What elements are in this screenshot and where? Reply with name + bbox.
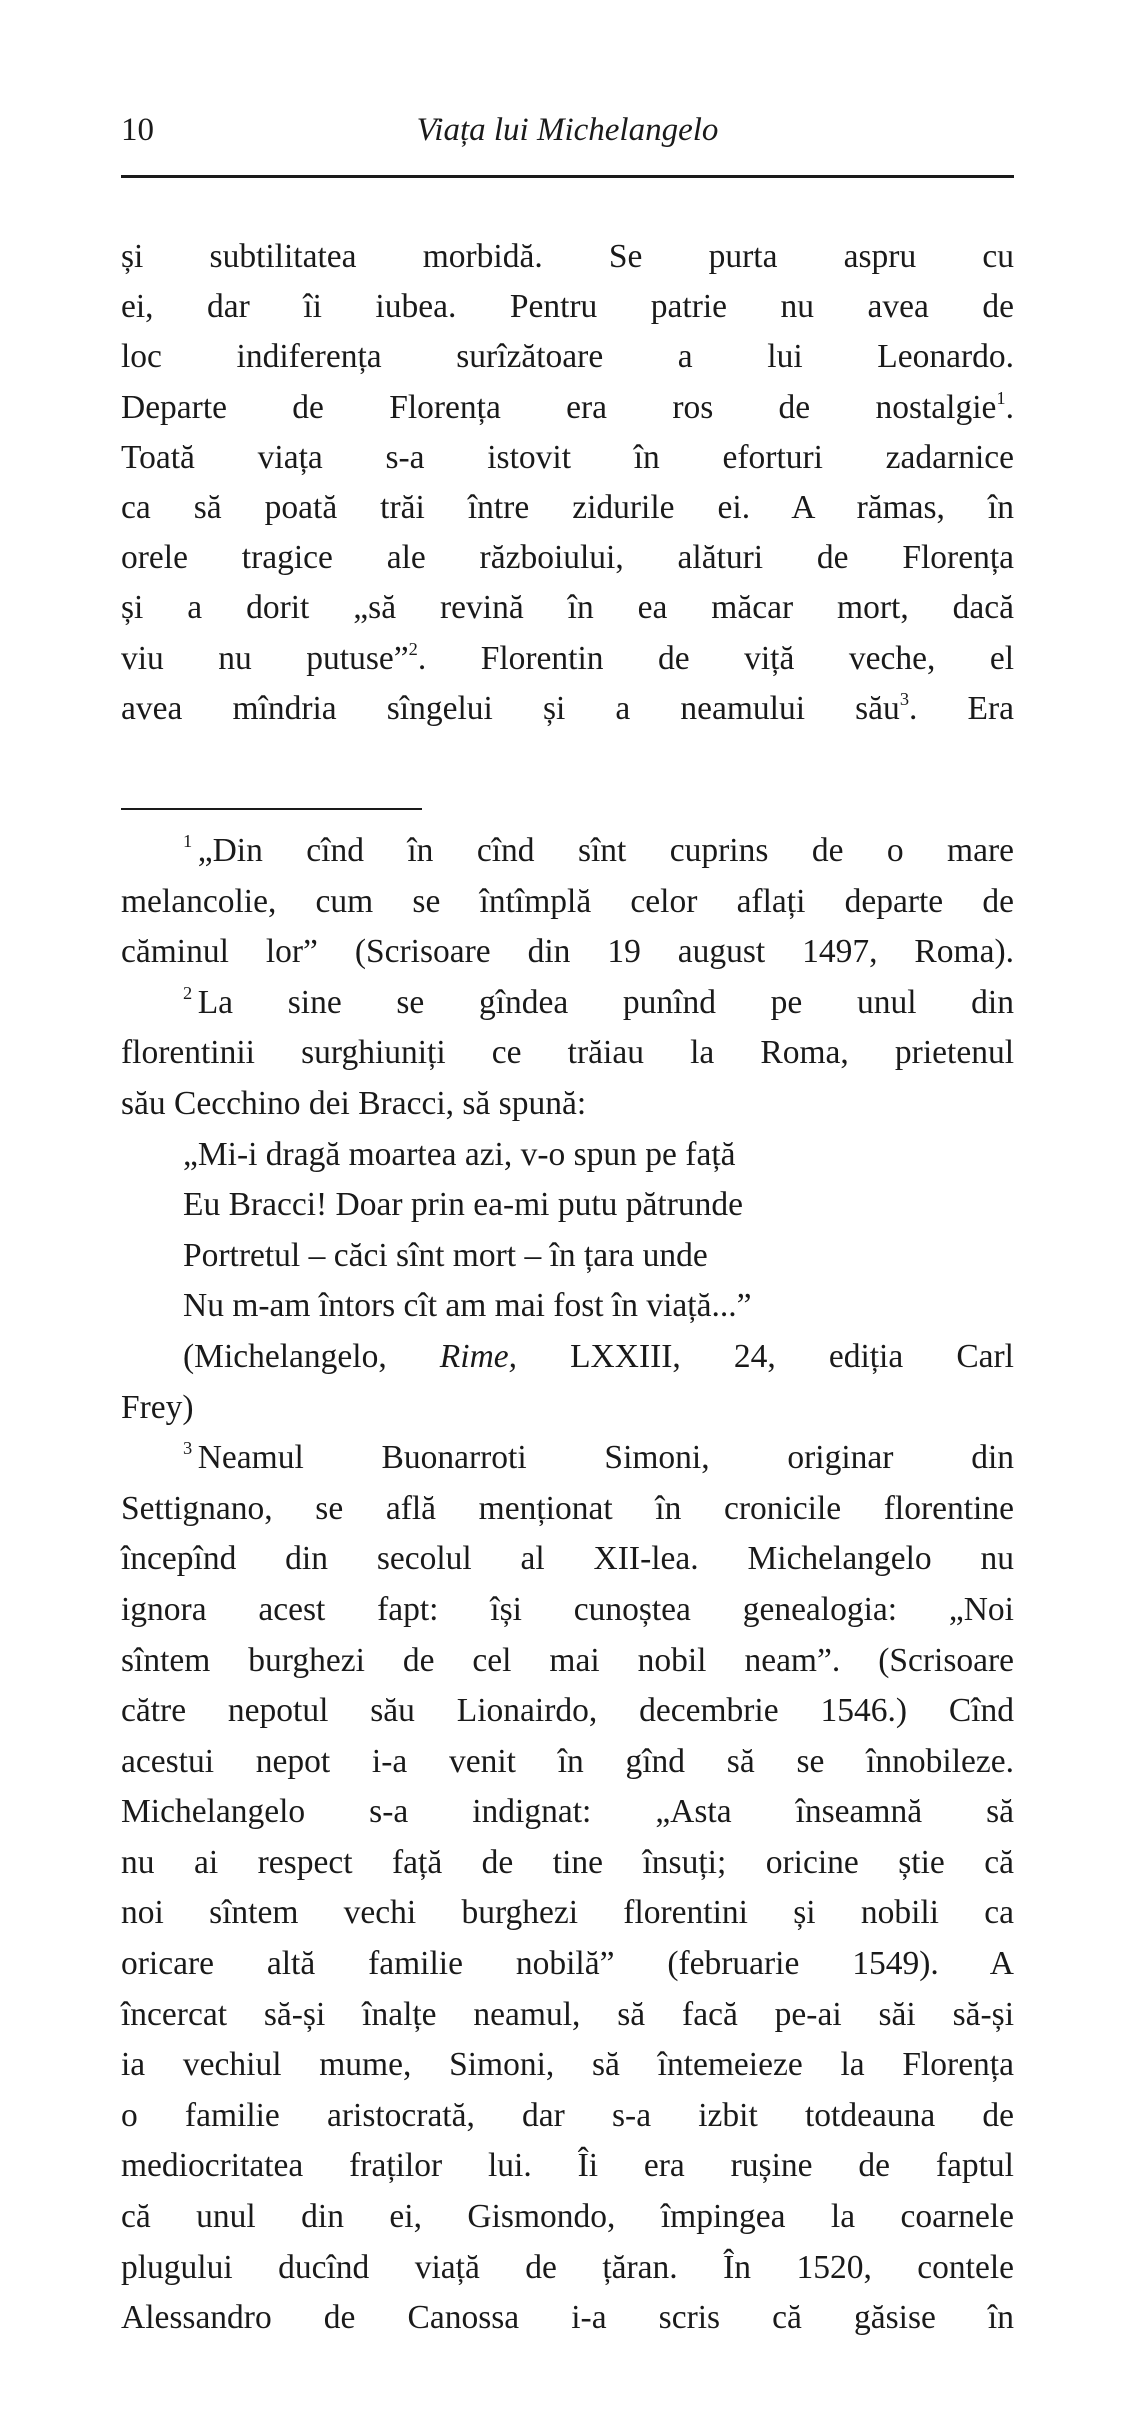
text-run: Portretul – căci sînt mort – în țara unde	[183, 1236, 708, 1274]
footnote-line	[121, 877, 1014, 928]
text-run: noi sîntem vechi burghezi florentini și nobili ca	[121, 1894, 1014, 1932]
footnote-line	[121, 1484, 1014, 1535]
text-run: și subtilitatea morbidă. Se purta aspru cu	[121, 238, 1014, 275]
text-run: florentinii surghiuniți ce trăiau la Roma, prietenul	[121, 1034, 1014, 1072]
text-run: „Mi-i dragă moartea azi, v-o spun pe față	[183, 1135, 736, 1173]
body-line	[121, 282, 1014, 332]
text-run: . Florentin de viță veche, el	[417, 639, 1014, 677]
text-run: căminul lor” (Scrisoare din 19 august 1497, Roma).	[121, 933, 1014, 971]
text-run: Nu m-am întors cît am mai fost în viață...”	[183, 1287, 752, 1325]
footnote-reference: 2	[408, 638, 418, 659]
body-line	[121, 533, 1014, 583]
text-run: melancolie, cum se întîmplă celor aflați departe de	[121, 882, 1014, 920]
text-run: ignora acest fapt: își cunoștea genealogia: „Noi	[121, 1590, 1014, 1628]
text-run: oricare altă familie nobilă” (februarie 1549). A	[121, 1945, 1014, 1983]
footnote-line	[121, 1332, 1014, 1383]
text-run: plugului ducînd viață de țăran. În 1520, contele	[121, 2248, 1014, 2286]
text-run: „Din cînd în cînd sînt cuprins de o mare	[197, 832, 1014, 869]
text-run: începînd din secolul al XII-lea. Michelangelo nu	[121, 1540, 1014, 1578]
running-title: Viața lui Michelangelo	[416, 112, 719, 148]
body-line	[121, 634, 1014, 684]
footnote-number: 1	[183, 831, 193, 852]
text-run: nu ai respect față de tine însuți; oricine știe că	[121, 1843, 1014, 1881]
footnote-line	[121, 1939, 1014, 1990]
body-line	[121, 232, 1014, 282]
page-number: 10	[121, 112, 154, 148]
body-line	[121, 433, 1014, 483]
text-run: viu nu putuse”	[121, 639, 409, 677]
body-text	[121, 232, 1014, 734]
footnotes	[121, 826, 1014, 2344]
text-run: ca să poată trăi între zidurile ei. A rămas, în	[121, 488, 1014, 526]
footnote-line	[121, 1180, 1014, 1231]
text-run: Toată viața s-a istovit în eforturi zadarnice	[121, 438, 1014, 476]
text-run: loc indiferența surîzătoare a lui Leonardo.	[121, 338, 1014, 376]
text-run: mediocritatea fraților lui. Îi era rușine de faptul	[121, 2147, 1014, 2185]
footnote-line	[121, 1787, 1014, 1838]
running-header	[121, 112, 1014, 162]
footnote-number: 3	[183, 1438, 193, 1459]
body-line	[121, 684, 1014, 734]
text-run: orele tragice ale războiului, alături de Florența	[121, 539, 1014, 577]
body-line	[121, 332, 1014, 382]
footnote-line	[121, 978, 1014, 1029]
text-run: .	[1005, 388, 1014, 426]
text-run: ia vechiul mume, Simoni, să întemeieze la Florența	[121, 2046, 1014, 2084]
text-run: LXXIII, 24, ediția Carl	[517, 1337, 1014, 1375]
footnote-line	[121, 1079, 1014, 1130]
footnote-line	[121, 1636, 1014, 1687]
text-run: Eu Bracci! Doar prin ea-mi putu pătrunde	[183, 1186, 743, 1224]
footnote-line	[121, 1838, 1014, 1889]
text-run: și a dorit „să revină în ea măcar mort, dacă	[121, 589, 1014, 627]
footnote-reference: 3	[899, 688, 910, 709]
footnote-line	[121, 1888, 1014, 1939]
footnote-line	[121, 2091, 1014, 2142]
text-run: sîntem burghezi de cel mai nobil neam”. (Scrisoare	[121, 1641, 1014, 1679]
footnote-separator	[121, 808, 422, 810]
body-line	[121, 583, 1014, 633]
footnote-line	[121, 1737, 1014, 1788]
text-run: ei, dar îi iubea. Pentru patrie nu avea de	[121, 288, 1014, 326]
footnote-line	[121, 2141, 1014, 2192]
text-run: către nepotul său Lionairdo, decembrie 1546.) Cînd	[121, 1692, 1014, 1730]
footnote-line	[121, 1028, 1014, 1079]
footnote-line	[121, 826, 1014, 877]
text-run: Alessandro de Canossa i-a scris că găsise în	[121, 2299, 1014, 2337]
footnote-line	[121, 1433, 1014, 1484]
footnote-line	[121, 1686, 1014, 1737]
footnote-line	[121, 2192, 1014, 2243]
footnote-line	[121, 2293, 1014, 2344]
footnote-line	[121, 1585, 1014, 1636]
footnote-line	[121, 927, 1014, 978]
text-run: o familie aristocrată, dar s-a izbit totdeauna de	[121, 2096, 1014, 2134]
footnote-line	[121, 1990, 1014, 2041]
text-run: acestui nepot i-a venit în gînd să se înnobileze.	[121, 1742, 1014, 1780]
footnote-reference: 1	[996, 387, 1006, 408]
footnote-line	[121, 1534, 1014, 1585]
header-rule	[121, 175, 1014, 178]
text-run: său Cecchino dei Bracci, să spună:	[121, 1084, 587, 1122]
body-line	[121, 483, 1014, 533]
text-run: . Era	[909, 689, 1014, 727]
footnote-line	[121, 1281, 1014, 1332]
footnote-line	[121, 1383, 1014, 1434]
text-run: că unul din ei, Gismondo, împingea la coarnele	[121, 2198, 1014, 2236]
footnote-line	[121, 2040, 1014, 2091]
footnote-number: 2	[183, 982, 193, 1003]
text-run: (Michelangelo,	[183, 1337, 440, 1375]
text-run: La sine se gîndea punînd pe unul din	[197, 983, 1014, 1021]
text-run: Departe de Florența era ros de nostalgie	[121, 388, 997, 426]
italic-title: Rime,	[439, 1337, 518, 1375]
footnote-line	[121, 1130, 1014, 1181]
footnote-line	[121, 2243, 1014, 2294]
text-run: Frey)	[121, 1388, 194, 1426]
text-run: avea mîndria sîngelui și a neamului său	[121, 689, 900, 727]
footnote-line	[121, 1231, 1014, 1282]
text-run: Neamul Buonarroti Simoni, originar din	[197, 1439, 1014, 1477]
text-run: Michelangelo s-a indignat: „Asta înseamnă să	[121, 1793, 1014, 1831]
text-run: Settignano, se află menționat în cronicile florentine	[121, 1489, 1014, 1527]
text-run: încercat să-și înalțe neamul, să facă pe-ai săi să-și	[121, 1995, 1014, 2033]
body-line	[121, 383, 1014, 433]
